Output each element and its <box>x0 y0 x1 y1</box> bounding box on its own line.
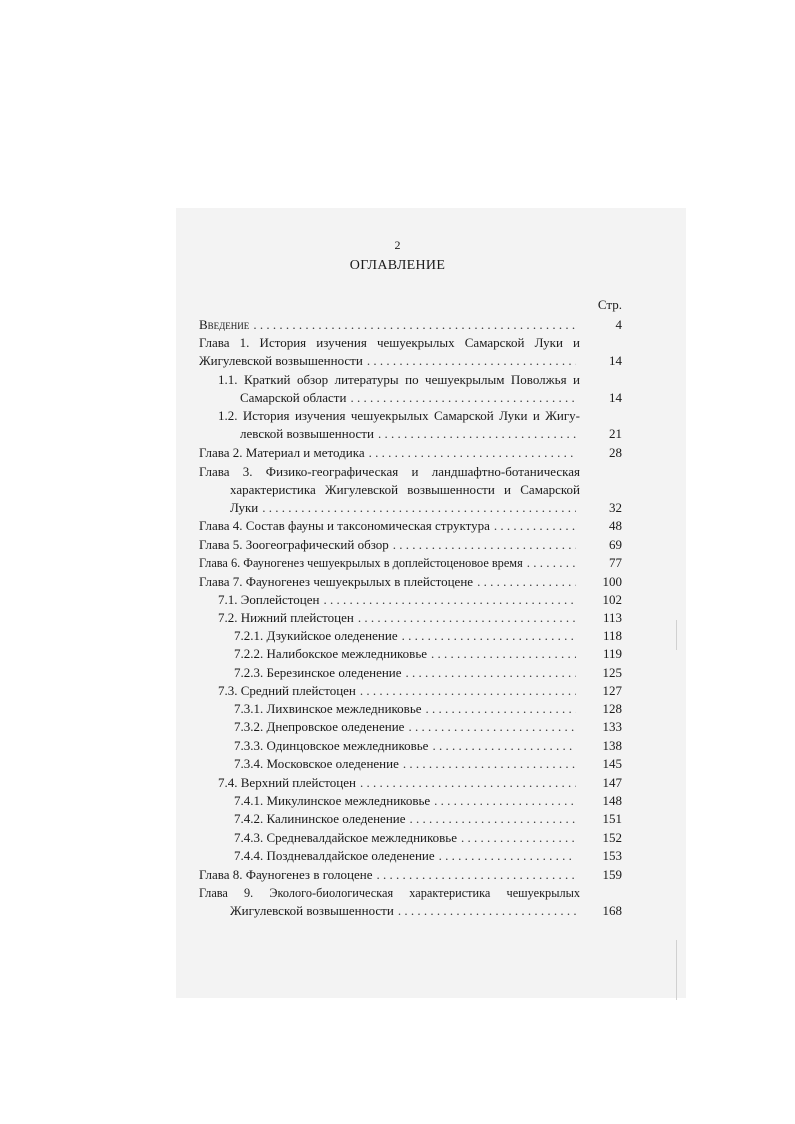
entry-title: 7.4.2. Калининское оледенение <box>234 811 406 826</box>
dot-leader <box>402 627 576 645</box>
entry-page: 14 <box>609 353 622 368</box>
entry-title: 7.4.4. Поздневалдайское оледенение <box>234 848 435 863</box>
entry-page: 48 <box>609 518 622 533</box>
entry-title-continued: Самарской области <box>240 390 347 405</box>
dot-leader <box>494 517 576 535</box>
entry-page: 69 <box>609 537 622 552</box>
toc-entry-subsection-7-2-3[interactable] <box>234 664 622 682</box>
entry-title: 7.2.1. Дзукийское оледенение <box>234 628 398 643</box>
toc-entry-subsection-7-3-3[interactable] <box>234 737 622 755</box>
entry-page: 102 <box>602 592 622 607</box>
entry-page: 148 <box>602 793 622 808</box>
entry-title: Глава 7. Фауногенез чешуекрылых в плейстоцене <box>199 574 474 589</box>
entry-title: 7.4. Верхний плейстоцен <box>218 775 356 790</box>
entry-title-continued: Жигулевской возвышенности <box>199 353 363 368</box>
entry-page: 168 <box>602 903 622 918</box>
entry-page: 138 <box>602 738 622 753</box>
dot-leader <box>432 737 576 755</box>
entry-title: 7.2.3. Березинское оледенение <box>234 665 402 680</box>
dot-leader <box>358 609 576 627</box>
dot-leader <box>403 755 576 773</box>
dot-leader <box>360 682 576 700</box>
dot-leader <box>262 499 576 517</box>
dot-leader <box>461 829 576 847</box>
dot-leader <box>426 700 576 718</box>
entry-page: 153 <box>602 848 622 863</box>
entry-title-continued: характеристика Жигулевской возвышенности и Самарской <box>230 482 580 497</box>
entry-page: 21 <box>609 426 622 441</box>
entry-page: 14 <box>609 390 622 405</box>
dot-leader <box>360 774 576 792</box>
entry-page: 159 <box>602 867 622 882</box>
pages-column-header: Стр. <box>597 297 622 312</box>
entry-title: 7.2. Нижний плейстоцен <box>218 610 354 625</box>
dot-leader <box>350 389 576 407</box>
toc-entry-section-7-3[interactable] <box>218 682 622 700</box>
entry-title: 7.3.1. Лихвинское межледниковье <box>234 701 422 716</box>
dot-leader <box>408 718 576 736</box>
toc-entry-subsection-7-3-2[interactable] <box>234 718 622 736</box>
entry-title: Глава 5. Зоогеографический обзор <box>199 537 389 552</box>
dot-leader <box>406 664 576 682</box>
dot-leader <box>393 536 576 554</box>
entry-title: 7.3.4. Московское оледенение <box>234 756 399 771</box>
toc-entry-section-1-1[interactable] <box>218 371 622 407</box>
dot-leader <box>323 591 576 609</box>
entry-title: Глава 2. Материал и методика <box>199 445 365 460</box>
dot-leader <box>527 554 576 572</box>
dot-leader <box>253 316 576 334</box>
entry-page: 127 <box>602 683 622 698</box>
entry-title: Глава 1. История изучения чешуекрылых Самарской Луки и <box>199 335 580 350</box>
toc-entry-subsection-7-4-1[interactable] <box>234 792 622 810</box>
entry-page: 100 <box>602 574 622 589</box>
entry-title: Глава 8. Фауногенез в голоцене <box>199 867 373 882</box>
toc-entry-chapter-1[interactable] <box>199 334 622 370</box>
toc-entry-subsection-7-4-2[interactable] <box>234 810 622 828</box>
dot-leader <box>398 902 576 920</box>
entry-page: 28 <box>609 445 622 460</box>
toc-heading: ОГЛАВЛЕНИЕ <box>349 258 446 273</box>
page-number: 2 <box>394 238 401 252</box>
entry-title-continued: Луки <box>230 500 259 515</box>
entry-page: 118 <box>602 628 622 643</box>
scan-edge-line <box>676 940 677 1000</box>
toc-entry-section-7-1[interactable] <box>218 591 622 609</box>
dot-leader <box>431 645 576 663</box>
entry-title-continued: Жигулевской возвышенности <box>230 903 394 918</box>
toc-entry-section-7-4[interactable] <box>218 774 622 792</box>
toc-entry-chapter-3[interactable] <box>199 463 622 517</box>
entry-title: Глава 4. Состав фауны и таксономическая структура <box>199 518 490 533</box>
scan-edge-line <box>676 620 677 650</box>
dot-leader <box>369 444 576 462</box>
dot-leader <box>434 792 576 810</box>
toc-entry-chapter-4[interactable] <box>199 517 622 535</box>
toc-entry-chapter-2[interactable] <box>199 444 622 462</box>
entry-page: 113 <box>602 610 622 625</box>
entry-page: 77 <box>609 555 622 570</box>
dot-leader <box>410 810 576 828</box>
entry-title: Введение <box>199 317 250 332</box>
toc-entry-section-7-2[interactable] <box>218 609 622 627</box>
toc-entry-introduction[interactable] <box>199 316 622 334</box>
toc-entry-chapter-8[interactable] <box>199 866 622 884</box>
entry-page: 151 <box>602 811 622 826</box>
entry-title: 7.4.3. Средневалдайское межледниковье <box>234 830 457 845</box>
entry-title-continued: левской возвышенности <box>240 426 374 441</box>
entry-title: 1.2. История изучения чешуекрылых Самарской Луки и Жигу- <box>218 408 580 423</box>
entry-title: 7.4.1. Микулинское межледниковье <box>234 793 431 808</box>
toc-entry-subsection-7-3-1[interactable] <box>234 700 622 718</box>
entry-title: 7.1. Эоплейстоцен <box>218 592 320 607</box>
entry-title: 7.3.2. Днепровское оледенение <box>234 719 405 734</box>
entry-title: 7.2.2. Налибокское межледниковье <box>234 646 428 661</box>
toc-entry-subsection-7-2-2[interactable] <box>234 645 622 663</box>
toc-entry-subsection-7-2-1[interactable] <box>234 627 622 645</box>
toc-entry-subsection-7-4-4[interactable] <box>234 847 622 865</box>
entry-title: 7.3.3. Одинцовское межледниковье <box>234 738 429 753</box>
toc-entry-subsection-7-4-3[interactable] <box>234 829 622 847</box>
entry-page: 147 <box>602 775 622 790</box>
entry-page: 152 <box>602 830 622 845</box>
dot-leader <box>439 847 576 865</box>
entry-page: 128 <box>602 701 622 716</box>
toc-entry-subsection-7-3-4[interactable] <box>234 755 622 773</box>
entry-title: Глава 9. Эколого-биологическая характеристика чешуекрылых <box>199 886 580 900</box>
dot-leader <box>378 425 576 443</box>
entry-page: 145 <box>602 756 622 771</box>
dot-leader <box>477 573 576 591</box>
toc-entry-chapter-5[interactable] <box>199 536 622 554</box>
entry-title: 1.1. Краткий обзор литературы по чешуекрылым Поволжья и <box>218 372 580 387</box>
toc-entry-chapter-6[interactable] <box>199 554 622 572</box>
toc-entry-chapter-7[interactable] <box>199 573 622 591</box>
toc-entry-chapter-9[interactable] <box>199 884 622 920</box>
entry-page: 125 <box>602 665 622 680</box>
toc-entry-section-1-2[interactable] <box>218 407 622 443</box>
entry-title: Глава 6. Фауногенез чешуекрылых в доплейстоценовое время <box>199 556 523 570</box>
entry-title: Глава 3. Физико-географическая и ландшафтно-ботаническая <box>199 464 580 479</box>
dot-leader <box>377 866 577 884</box>
entry-page: 32 <box>609 500 622 515</box>
entry-page: 133 <box>602 719 622 734</box>
entry-title: 7.3. Средний плейстоцен <box>218 683 356 698</box>
entry-page: 119 <box>602 646 622 661</box>
entry-page: 4 <box>615 317 622 332</box>
dot-leader <box>367 352 576 370</box>
